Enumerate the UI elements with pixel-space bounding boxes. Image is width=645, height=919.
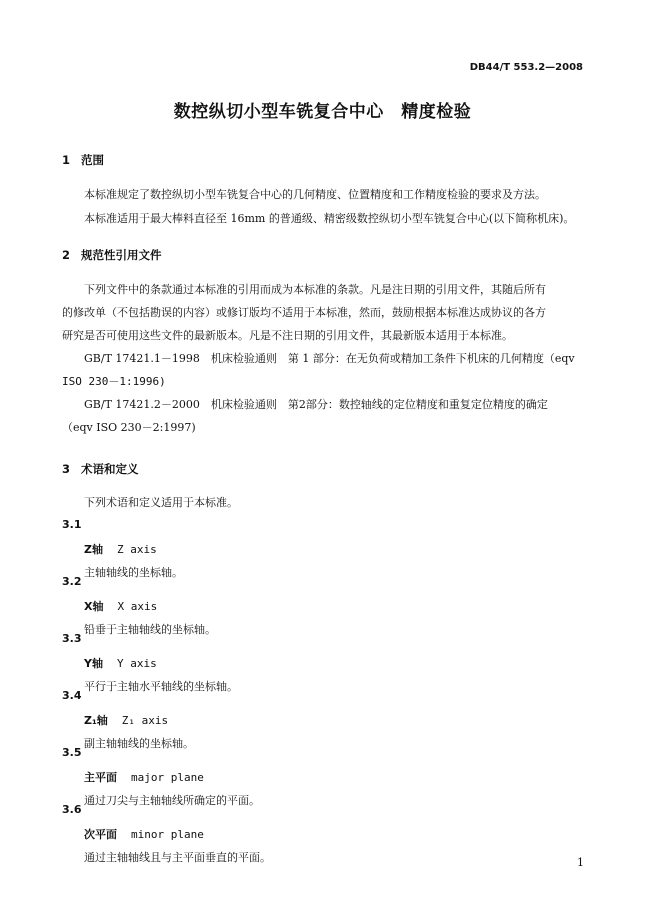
scope-paragraph-1: 本标准规定了数控纵切小型车铣复合中心的几何精度、位置精度和工作精度检验的要求及方法。 (84, 188, 546, 201)
section-number: 2 (62, 248, 71, 262)
clause-number: 3.4 (62, 689, 82, 702)
clause-number: 3.2 (62, 575, 82, 588)
term-zh: X轴 (84, 600, 104, 613)
document-code: DB44/T 553.2—2008 (469, 62, 583, 73)
reference-entry-1-cont: ISO 230－1:1996) (62, 375, 166, 388)
section-heading-scope (62, 152, 104, 168)
section-title: 术语和定义 (81, 462, 139, 476)
term-en: minor plane (131, 828, 204, 841)
clause-number: 3.6 (62, 803, 82, 816)
reference-entry-2-cont: （eqv ISO 230－2:1997) (62, 421, 196, 434)
term-zh: 次平面 (84, 828, 117, 841)
section-title: 范围 (81, 153, 104, 167)
term-zh: Y轴 (84, 657, 103, 670)
term-definition: 副主轴轴线的坐标轴。 (84, 737, 194, 750)
term-zh: Z₁轴 (84, 714, 108, 727)
terms-intro: 下列术语和定义适用于本标准。 (84, 496, 238, 509)
clause-number: 3.1 (62, 518, 82, 531)
term-en: Z axis (116, 543, 157, 556)
page-number: 1 (577, 856, 584, 869)
term-zh: Z轴 (84, 543, 103, 556)
term-en: major plane (131, 771, 204, 784)
term-heading (84, 826, 204, 842)
reference-entry-2: GB/T 17421.2－2000 机床检验通则 第2部分：数控轴线的定位精度和重复定位精度的确定 (84, 398, 548, 411)
term-heading (84, 541, 157, 557)
term-zh: 主平面 (84, 771, 117, 784)
term-en: Y axis (116, 657, 157, 670)
reference-entry-1: GB/T 17421.1－1998 机床检验通则 第 1 部分：在无负荷或精加工条件下机床的几何精度（eqv (84, 352, 575, 365)
scope-paragraph-2: 本标准适用于最大棒料直径至 16mm 的普通级、精密级数控纵切小型车铣复合中心(以下简称机床)。 (84, 212, 575, 225)
section-title: 规范性引用文件 (81, 248, 162, 262)
section-number: 3 (62, 462, 71, 476)
term-heading (84, 769, 204, 785)
term-definition: 铅垂于主轴轴线的坐标轴。 (84, 623, 216, 636)
term-definition: 通过主轴轴线且与主平面垂直的平面。 (84, 851, 271, 864)
term-definition: 主轴轴线的坐标轴。 (84, 566, 183, 579)
section-heading-normative-references (62, 247, 162, 263)
term-en: Z₁ axis (121, 714, 169, 727)
references-intro-line: 下列文件中的条款通过本标准的引用而成为本标准的条款。凡是注日期的引用文件，其随后所有 (84, 283, 546, 296)
references-intro-line: 研究是否可使用这些文件的最新版本。凡是不注日期的引用文件，其最新版本适用于本标准。 (62, 329, 513, 342)
term-definition: 平行于主轴水平轴线的坐标轴。 (84, 680, 238, 693)
term-en: X axis (117, 600, 158, 613)
clause-number: 3.5 (62, 746, 82, 759)
references-intro-line: 的修改单（不包括勘误的内容）或修订版均不适用于本标准，然而，鼓励根据本标准达成协议的各方 (62, 306, 546, 319)
section-heading-terms (62, 461, 139, 477)
term-heading (84, 712, 168, 728)
section-number: 1 (62, 153, 71, 167)
term-heading (84, 655, 157, 671)
term-heading (84, 598, 157, 614)
term-definition: 通过刀尖与主轴轴线所确定的平面。 (84, 794, 260, 807)
document-title: 数控纵切小型车铣复合中心 精度检验 (173, 102, 472, 122)
clause-number: 3.3 (62, 632, 82, 645)
